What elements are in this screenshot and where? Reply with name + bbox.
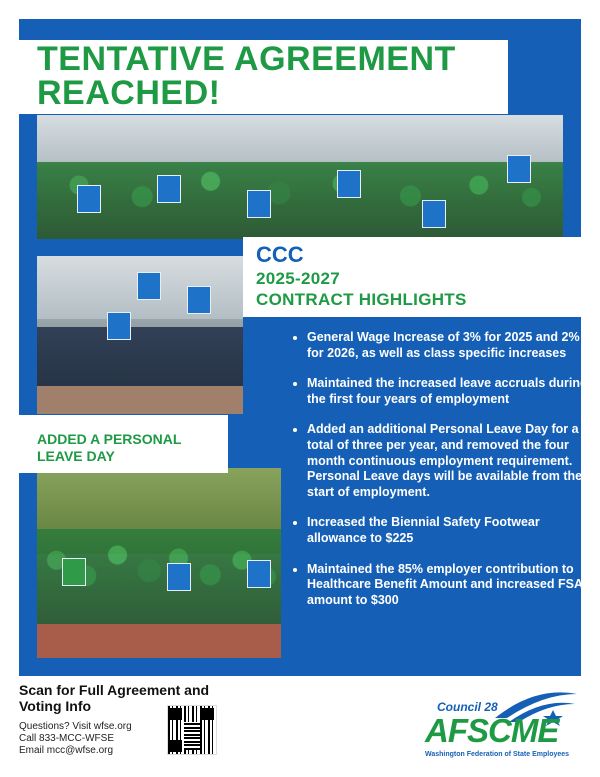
ccc-subtitle — [256, 268, 467, 310]
highlight-item: • Increased the Biennial Safety Footwear allowance to $225 — [307, 515, 589, 546]
walkout-sign — [422, 200, 446, 228]
logo-council: Council 28 — [437, 700, 498, 714]
contract-highlights-label: CONTRACT HIGHLIGHTS — [256, 290, 467, 309]
walkout-sign — [247, 560, 271, 588]
personal-leave-callout: ADDED A PERSONAL LEAVE DAY — [37, 431, 182, 464]
logo-wordmark: AFSCME — [425, 712, 559, 749]
highlight-item: • Maintained the increased leave accruals during the first four years of employment — [307, 376, 589, 407]
outdoor-photo — [37, 468, 281, 658]
walkout-sign — [337, 170, 361, 198]
highlight-item: • Added an additional Personal Leave Day for a total of three per year, and removed the four month continuous employment requirement. Personal Leave days will be available from the start of employment. — [307, 422, 589, 500]
contact-phone: Call 833-MCC-WFSE — [19, 733, 115, 744]
photo-ground — [37, 624, 281, 658]
contact-website: Questions? Visit wfse.org — [19, 721, 132, 732]
highlight-item: • General Wage Increase of 3% for 2025 and 2% for 2026, as well as class specific increases — [307, 330, 589, 361]
highlight-item: • Maintained the 85% employer contribution to Healthcare Benefit Amount and increased FSA amount to $300 — [307, 562, 589, 609]
photo-ground — [37, 386, 243, 414]
walkout-sign — [107, 312, 131, 340]
headline: TENTATIVE AGREEMENT REACHED! — [37, 40, 456, 112]
qr-code[interactable] — [167, 705, 217, 755]
ccc-title: CCC — [256, 242, 304, 267]
photo-crowd — [37, 162, 563, 239]
contact-info — [19, 721, 132, 757]
group-photo — [37, 115, 563, 239]
highlights-list — [290, 330, 589, 623]
walkout-sign — [77, 185, 101, 213]
walkout-sign — [167, 563, 191, 591]
logo-org-name: Washington Federation of State Employees — [425, 751, 570, 758]
walkout-sign — [187, 286, 211, 314]
walkout-sign — [507, 155, 531, 183]
walkout-sign — [247, 190, 271, 218]
photo-background — [37, 115, 563, 165]
rally-photo — [37, 256, 243, 414]
walkout-sign — [137, 272, 161, 300]
scan-title: Scan for Full Agreement and Voting Info — [19, 682, 210, 714]
contact-email: Email mcc@wfse.org — [19, 745, 114, 756]
afscme-logo — [425, 688, 585, 770]
walkout-sign — [157, 175, 181, 203]
contract-years: 2025-2027 — [256, 269, 340, 288]
walkout-sign — [62, 558, 86, 586]
